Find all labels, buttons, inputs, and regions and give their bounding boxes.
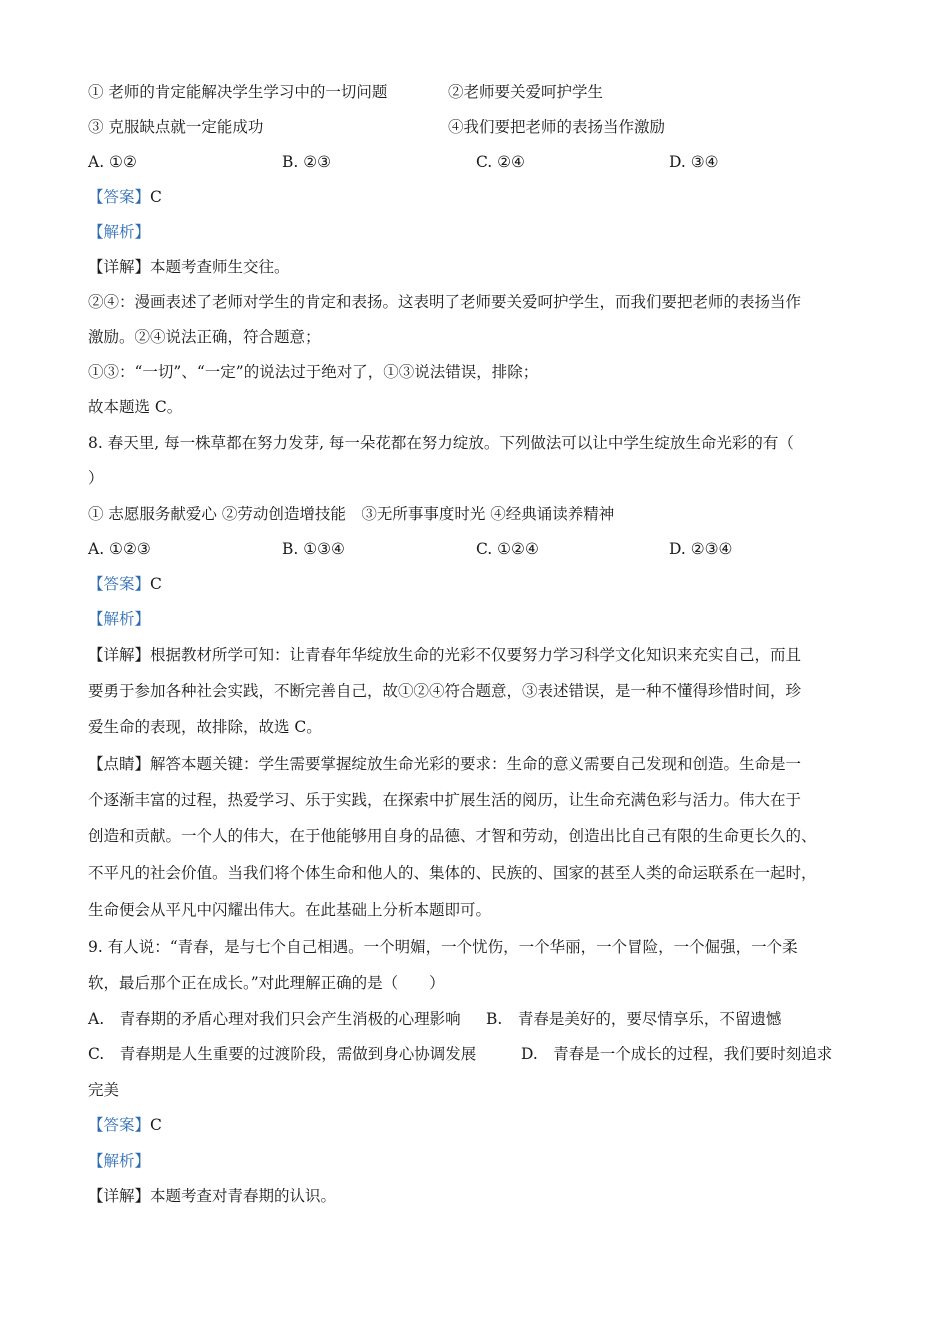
q8-tip-line-1: 【点睛】解答本题关键：学生需要掌握绽放生命光彩的要求：生命的意义需要自己发现和创造。生命是一 xyxy=(88,755,802,773)
q8-analysis-tag: 【解析】 xyxy=(88,610,151,628)
answer-tag: 【答案】 xyxy=(88,1116,151,1134)
q9-option-a: A. 青春期的矛盾心理对我们只会产生消极的心理影响 xyxy=(88,1010,461,1028)
q9-question-line-2: 软，最后那个正在成长。”对此理解正确的是（ ） xyxy=(88,974,445,992)
q7-explanation-line-2: 激励。②④说法正确，符合题意； xyxy=(88,328,321,346)
q7-explanation-line-1: ②④：漫画表述了老师对学生的肯定和表扬。这表明了老师要关爱呵护学生，而我们要把老师的表扬当作 xyxy=(88,293,802,311)
answer-tag: 【答案】 xyxy=(88,188,151,206)
q9-option-c: C. 青春期是人生重要的过渡阶段，需做到身心协调发展 xyxy=(88,1045,477,1063)
q8-detail-line-2: 要勇于参加各种社会实践，不断完善自己，故①②④符合题意，③表述错误，是一种不懂得珍惜时间，珍 xyxy=(88,682,802,700)
q7-statement-2: ②老师要关爱呵护学生 xyxy=(448,83,604,101)
q7-detail: 【详解】本题考查师生交往。 xyxy=(88,258,290,276)
q8-option-b: B. ①③④ xyxy=(282,540,345,558)
q8-tip-line-2: 个逐渐丰富的过程，热爱学习、乐于实践，在探索中扩展生活的阅历，让生命充满色彩与活力。伟大在于 xyxy=(88,791,802,809)
q7-statement-4: ④我们要把老师的表扬当作激励 xyxy=(448,118,666,136)
q7-answer xyxy=(88,187,162,209)
q9-option-d: D. 青春是一个成长的过程，我们要时刻追求 xyxy=(521,1045,833,1063)
q8-option-c: C. ①②④ xyxy=(476,540,539,558)
q7-option-c: C. ②④ xyxy=(476,153,525,171)
q8-detail-line-1: 【详解】根据教材所学可知：让青春年华绽放生命的光彩不仅要努力学习科学文化知识来充实自己，而且 xyxy=(88,646,802,664)
q7-option-b: B. ②③ xyxy=(282,153,332,171)
q8-option-d: D. ②③④ xyxy=(669,540,733,558)
q9-detail: 【详解】本题考查对青春期的认识。 xyxy=(88,1187,337,1205)
q7-conclusion: 故本题选 C。 xyxy=(88,398,183,416)
q7-option-d: D. ③④ xyxy=(669,153,719,171)
q8-option-a: A. ①②③ xyxy=(88,540,151,558)
q8-tip-line-3: 创造和贡献。一个人的伟大，在于他能够用自身的品德、才智和劳动，创造出比自己有限的生命更长久的、 xyxy=(88,827,817,845)
q9-analysis-tag: 【解析】 xyxy=(88,1152,151,1170)
answer-value: C xyxy=(150,575,162,593)
q9-answer xyxy=(88,1115,162,1137)
q7-analysis-tag: 【解析】 xyxy=(88,223,151,241)
q8-question-line-1: 8. 春天里, 每一株草都在努力发芽, 每一朵花都在努力绽放。下列做法可以让中学生绽放生命光彩的有（ xyxy=(88,434,794,452)
q7-statement-3: ③ 克服缺点就一定能成功 xyxy=(88,118,264,136)
q7-explanation-line-3: ①③：“一切”、“一定”的说法过于绝对了，①③说法错误，排除； xyxy=(88,363,539,381)
q8-tip-line-4: 不平凡的社会价值。当我们将个体生命和他人的、集体的、民族的、国家的甚至人类的命运联系在一起时， xyxy=(88,864,817,882)
answer-tag: 【答案】 xyxy=(88,575,151,593)
q8-tip-line-5: 生命便会从平凡中闪耀出伟大。在此基础上分析本题即可。 xyxy=(88,901,492,919)
q8-statements: ① 志愿服务献爱心 ②劳动创造增技能 ③无所事事度时光 ④经典诵读养精神 xyxy=(88,505,615,523)
answer-value: C xyxy=(150,188,162,206)
q9-option-b: B. 青春是美好的，要尽情享乐，不留遗憾 xyxy=(486,1010,782,1028)
q7-statement-1: ① 老师的肯定能解决学生学习中的一切问题 xyxy=(88,83,388,101)
q8-detail-line-3: 爱生命的表现，故排除，故选 C。 xyxy=(88,718,322,736)
q8-question-line-2: ） xyxy=(88,469,104,487)
q9-question-line-1: 9. 有人说：“青春，是与七个自己相遇。一个明媚，一个忧伤，一个华丽，一个冒险，一个倔强，一个柔 xyxy=(88,938,798,956)
q9-option-d-continued: 完美 xyxy=(88,1081,120,1099)
q8-answer xyxy=(88,574,162,596)
q7-option-a: A. ①② xyxy=(88,153,137,171)
answer-value: C xyxy=(150,1116,162,1134)
